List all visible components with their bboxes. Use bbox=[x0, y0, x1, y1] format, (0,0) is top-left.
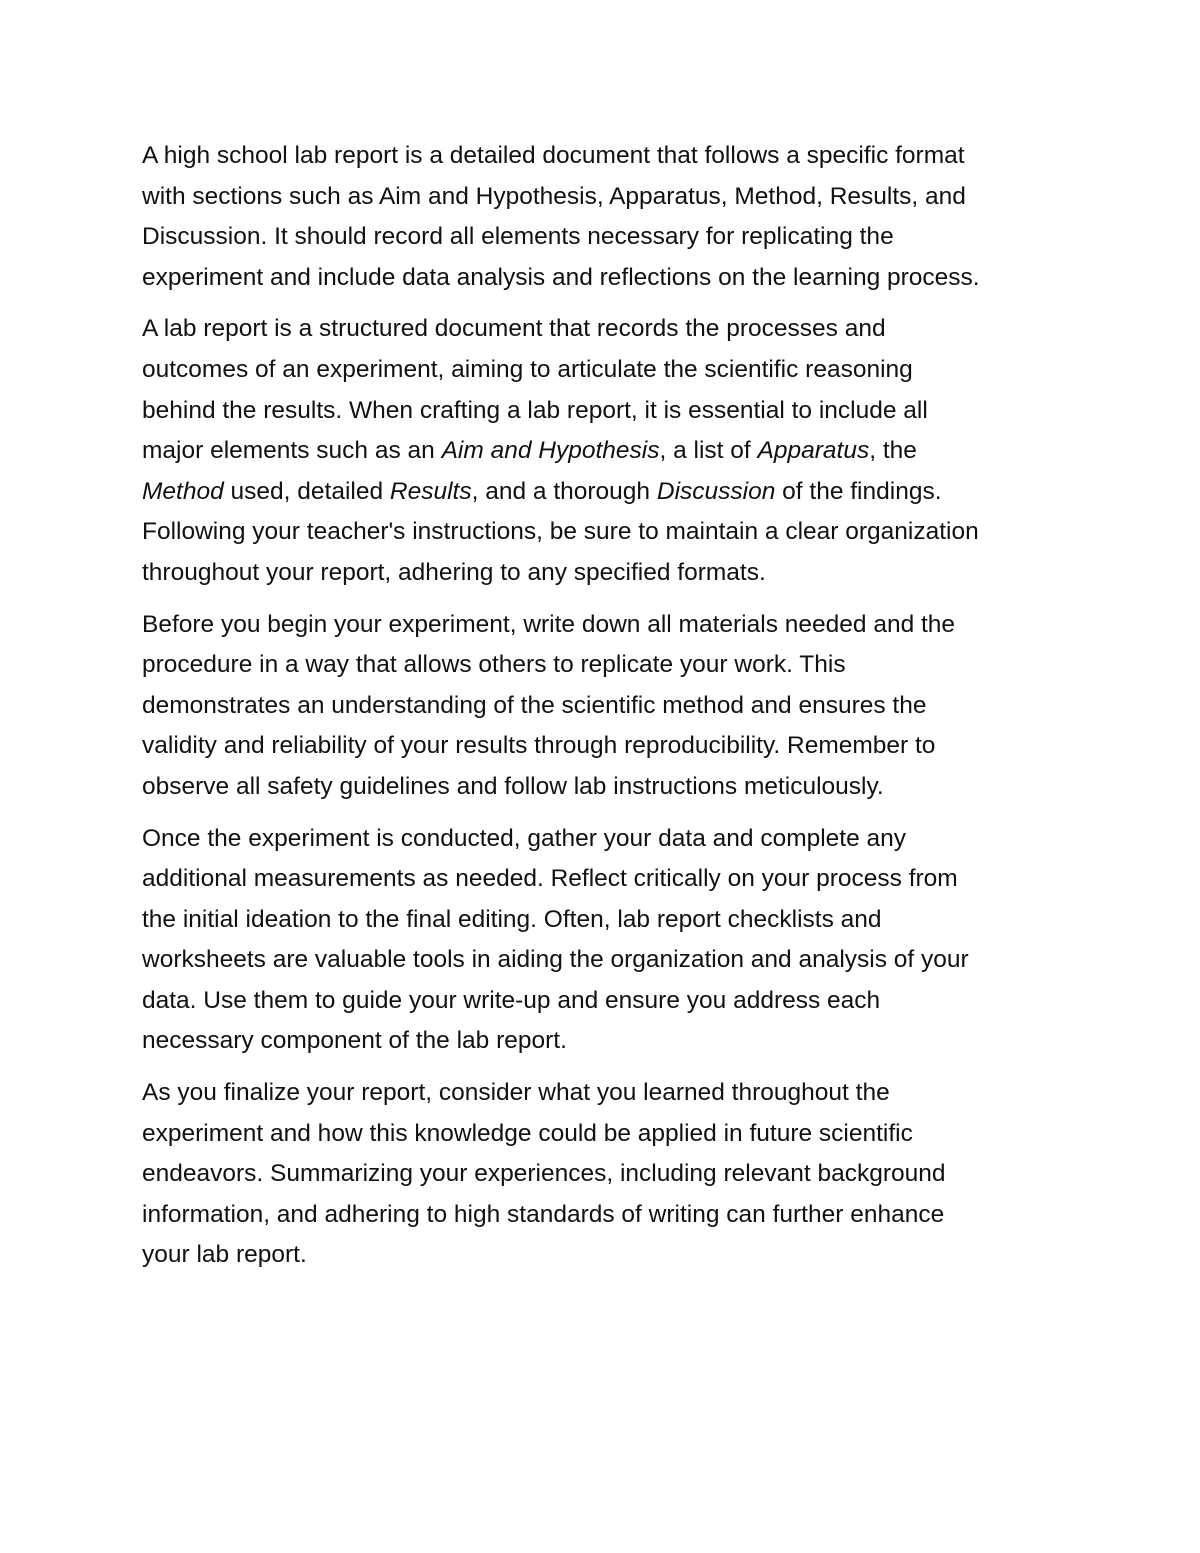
text-line bbox=[142, 472, 1062, 513]
text-run: major elements such as an bbox=[142, 437, 442, 465]
text-line: experiment and include data analysis and reflections on the learning process. bbox=[142, 263, 980, 291]
text-line: behind the results. When crafting a lab report, it is essential to include all bbox=[142, 396, 928, 424]
text-line: A high school lab report is a detailed document that follows a specific format bbox=[142, 142, 965, 169]
paragraph-3 bbox=[142, 605, 1062, 808]
text-run: , a list of bbox=[659, 437, 758, 465]
text-line: experiment and how this knowledge could be applied in future scientific bbox=[142, 1119, 913, 1147]
text-line: throughout your report, adhering to any specified formats. bbox=[142, 558, 766, 586]
text-line: Before you begin your experiment, write down all materials needed and the bbox=[142, 610, 956, 638]
text-line: outcomes of an experiment, aiming to articulate the scientific reasoning bbox=[142, 355, 913, 383]
text-line: A lab report is a structured document that records the processes and bbox=[142, 315, 886, 343]
paragraph-4 bbox=[142, 819, 1062, 1063]
text-line: necessary component of the lab report. bbox=[142, 1027, 567, 1055]
text-line: Following your teacher's instructions, be sure to maintain a clear organization bbox=[142, 518, 979, 546]
text-line: observe all safety guidelines and follow lab instructions meticulously. bbox=[142, 772, 884, 800]
italic-term-discussion: Discussion bbox=[656, 477, 776, 505]
text-line bbox=[142, 431, 1062, 472]
text-line: demonstrates an understanding of the scientific method and ensures the bbox=[142, 691, 927, 719]
text-line: the initial ideation to the final editing. Often, lab report checklists and bbox=[142, 905, 882, 933]
text-line: additional measurements as needed. Reflect critically on your process from bbox=[142, 865, 958, 893]
text-line: endeavors. Summarizing your experiences, including relevant background bbox=[142, 1160, 946, 1188]
text-line: information, and adhering to high standards of writing can further enhance bbox=[142, 1200, 945, 1228]
document-body bbox=[142, 136, 1062, 1287]
text-line: Discussion. It should record all elements necessary for replicating the bbox=[142, 223, 894, 251]
italic-term-apparatus: Apparatus bbox=[757, 437, 870, 465]
italic-term-results: Results bbox=[389, 477, 472, 505]
text-run: , the bbox=[869, 437, 917, 465]
text-line: As you finalize your report, consider what you learned throughout the bbox=[142, 1079, 890, 1107]
paragraph-1 bbox=[142, 136, 1062, 298]
paragraph-2 bbox=[142, 309, 1062, 593]
paragraph-5 bbox=[142, 1073, 1062, 1276]
text-run: used, detailed bbox=[223, 477, 390, 505]
text-run: , and a thorough bbox=[471, 477, 657, 505]
text-run: of the findings. bbox=[775, 477, 942, 505]
text-line: with sections such as Aim and Hypothesis, Apparatus, Method, Results, and bbox=[142, 182, 966, 210]
italic-term-method: Method bbox=[142, 477, 224, 505]
text-line: Once the experiment is conducted, gather your data and complete any bbox=[142, 824, 907, 852]
text-line: validity and reliability of your results through reproducibility. Remember to bbox=[142, 732, 936, 760]
italic-term-aim-and-hypothesis: Aim and Hypothesis bbox=[441, 437, 660, 465]
text-line: worksheets are valuable tools in aiding the organization and analysis of your bbox=[142, 946, 969, 974]
text-line: your lab report. bbox=[142, 1241, 307, 1269]
text-line: data. Use them to guide your write-up and ensure you address each bbox=[142, 986, 881, 1014]
text-line: procedure in a way that allows others to replicate your work. This bbox=[142, 651, 846, 679]
